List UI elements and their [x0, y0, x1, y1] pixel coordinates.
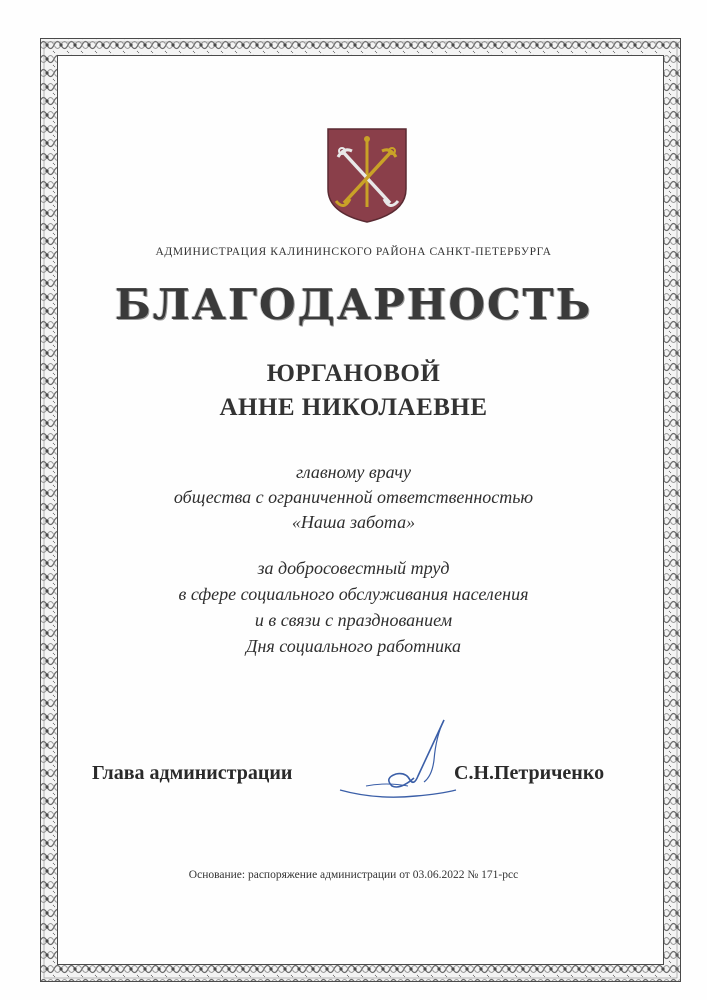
reason-line: и в связи с празднованием	[254, 610, 453, 630]
handwritten-signature-icon	[336, 716, 458, 808]
recipient-given-names: АННЕ НИКОЛАЕВНЕ	[219, 394, 488, 421]
position-line: общества с ограниченной ответственностью	[173, 487, 534, 507]
reason-line: Дня социального работника	[246, 636, 461, 656]
signer-name: С.Н.Петриченко	[454, 762, 605, 784]
reason-line: в сфере социального обслуживания населения	[178, 584, 529, 604]
certificate-title: БЛАГОДАРНОСТЬ	[114, 280, 593, 329]
basis-note: Основание: распоряжение администрации от 03.06.2022 № 171-рсс	[188, 869, 519, 881]
recipient-surname: ЮРГАНОВОЙ	[266, 360, 441, 387]
position-line: главному врачу	[295, 462, 412, 482]
coat-of-arms-icon	[326, 127, 408, 224]
signer-title: Глава администрации	[92, 762, 293, 784]
issuer-name: АДМИНИСТРАЦИЯ КАЛИНИНСКОГО РАЙОНА САНКТ-ПЕТЕРБУРГА	[155, 246, 552, 258]
reason-line: за добросовестный труд	[257, 558, 450, 578]
position-line: «Наша забота»	[291, 512, 416, 532]
